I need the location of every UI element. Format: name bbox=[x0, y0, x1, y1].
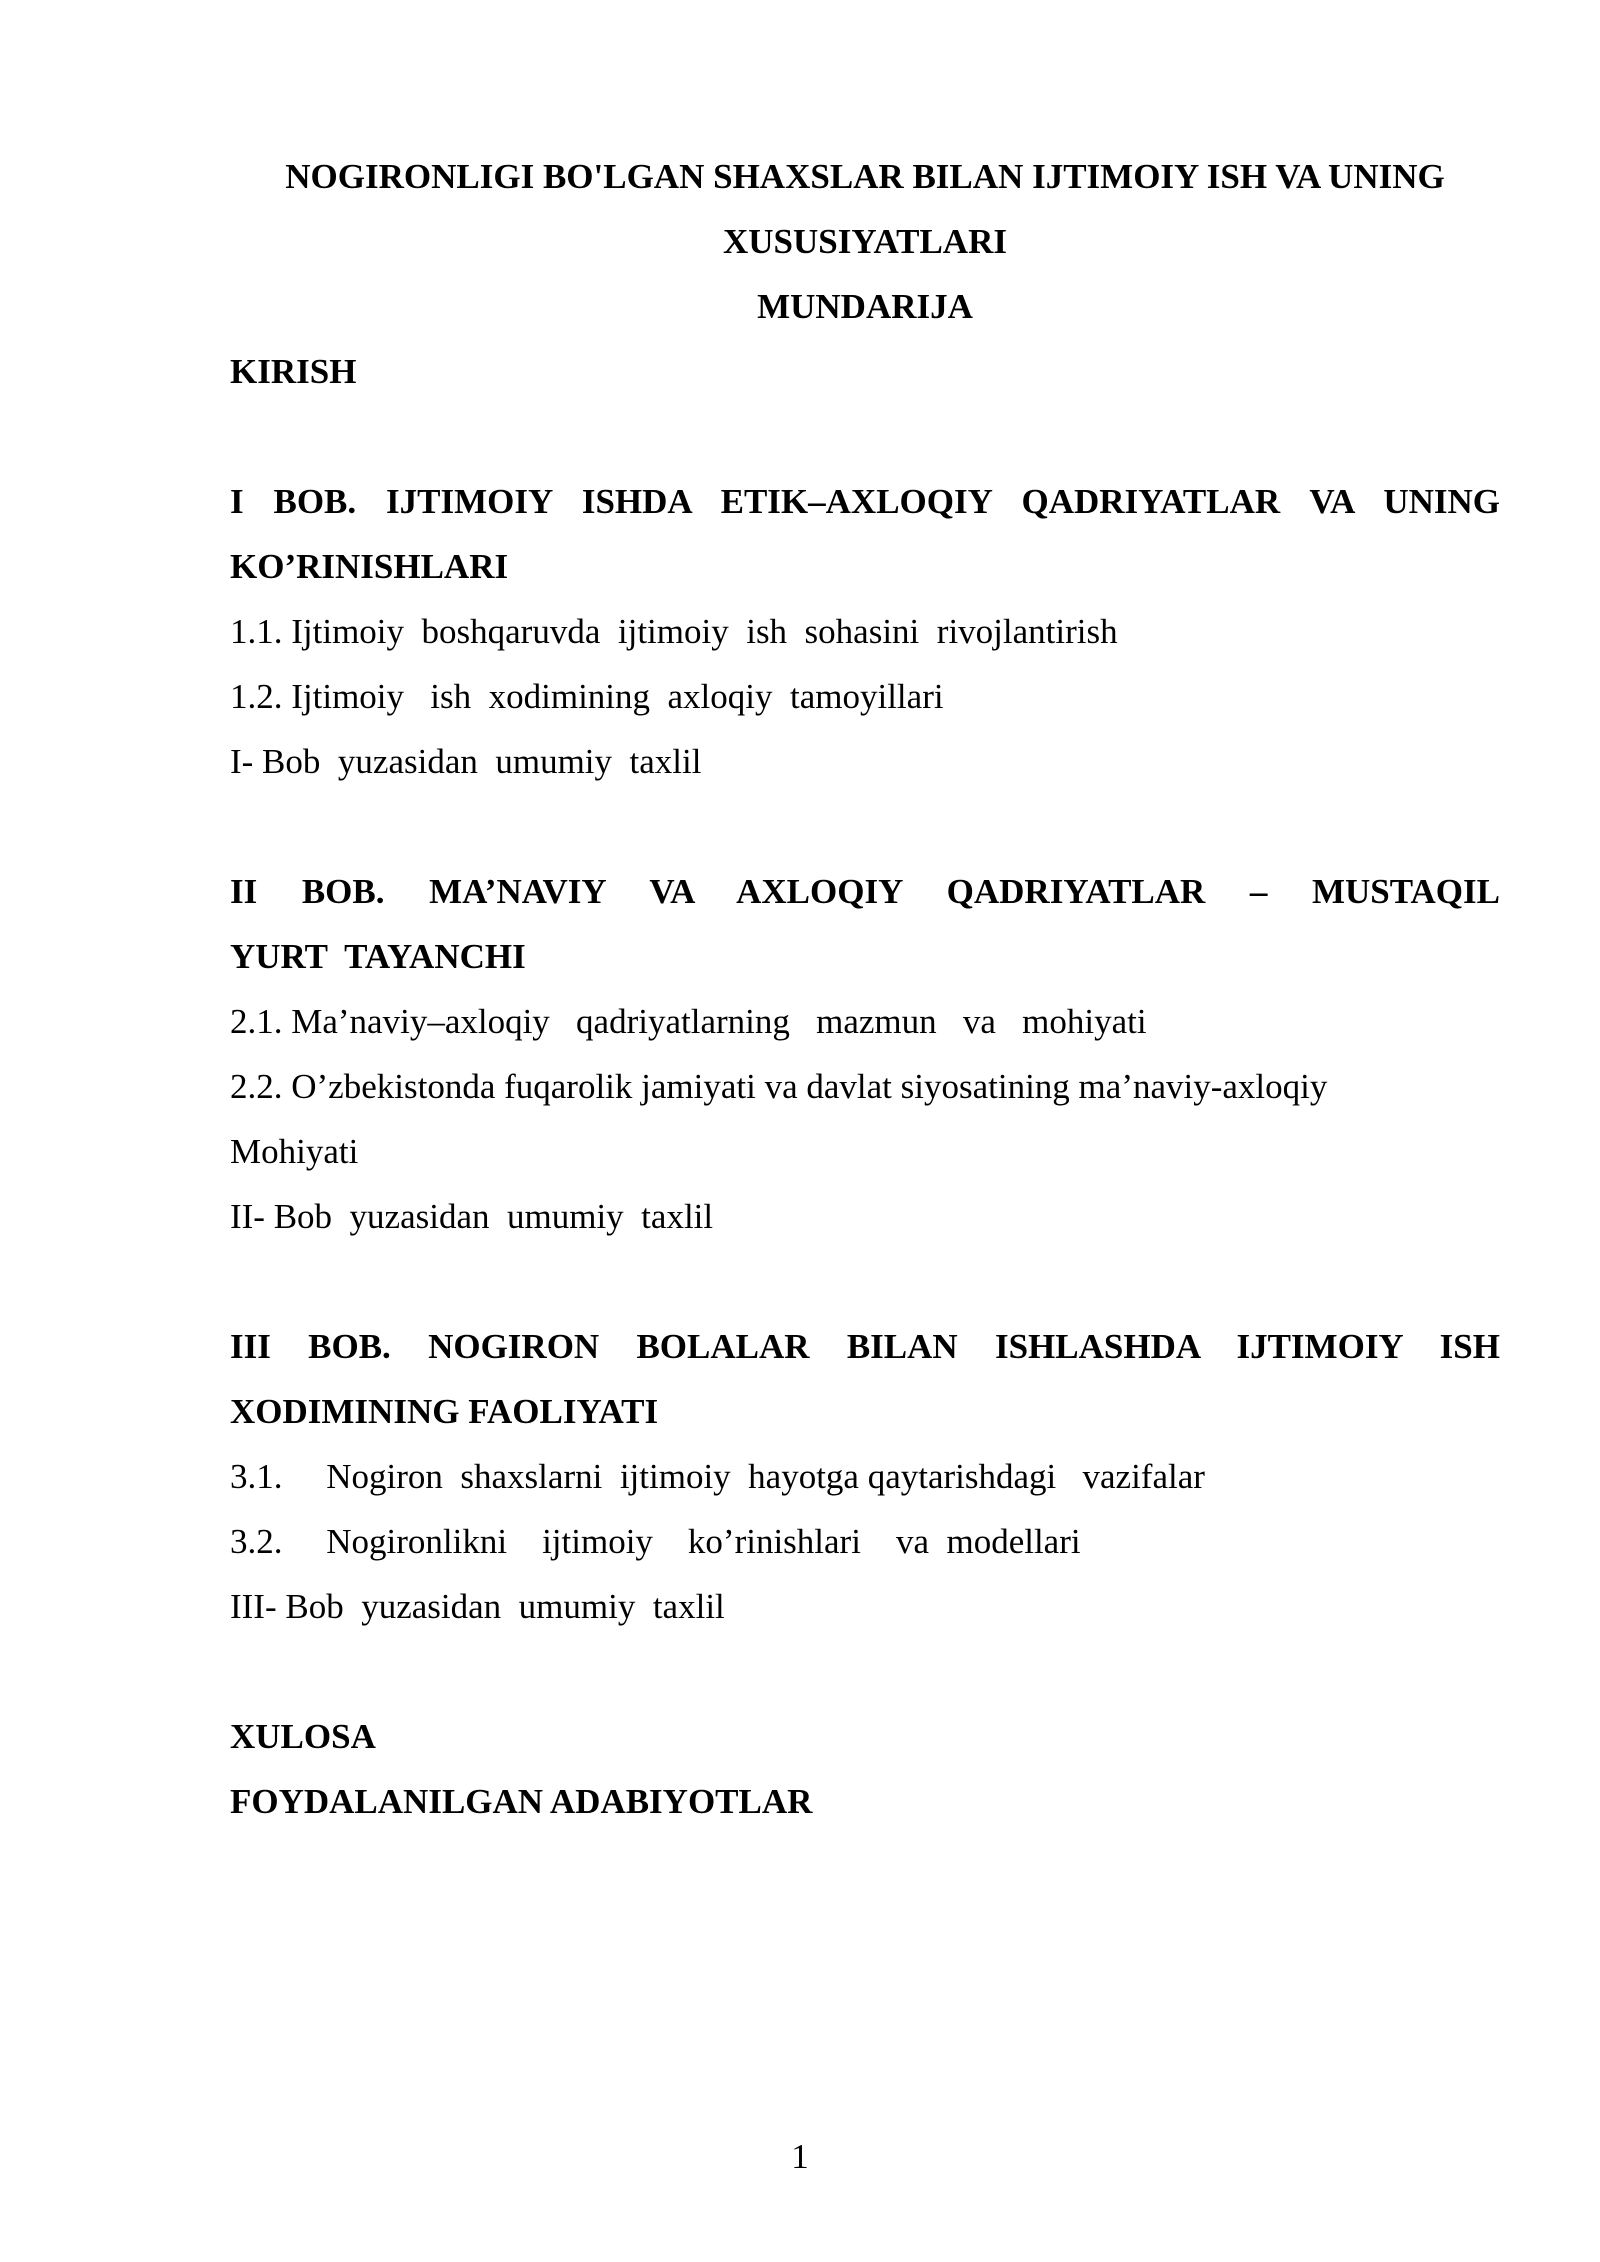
chapter3-heading-line2: XODIMINING FAOLIYATI bbox=[230, 1392, 659, 1431]
chapter3-heading-line1: III BOB. NOGIRON BOLALAR BILAN ISHLASHDA IJTIMOIY ISH bbox=[230, 1327, 1500, 1366]
toc-intro: KIRISH bbox=[230, 352, 357, 391]
chapter1-heading-line2: KO’RINISHLARI bbox=[230, 547, 509, 586]
chapter1-item-2: 1.2. Ijtimoiy ish xodimining axloqiy tamoyillari bbox=[230, 677, 944, 716]
chapter3-item-3: III- Bob yuzasidan umumiy taxlil bbox=[230, 1587, 725, 1626]
chapter2-heading-line1: II BOB. MA’NAVIY VA AXLOQIY QADRIYATLAR – MUSTAQIL bbox=[230, 872, 1500, 911]
document-title-line2: XUSUSIYATLARI bbox=[723, 222, 1007, 261]
chapter1-heading-line1: I BOB. IJTIMOIY ISHDA ETIK–AXLOQIY QADRIYATLAR VA UNING bbox=[230, 482, 1500, 521]
toc-conclusion: XULOSA bbox=[230, 1717, 376, 1756]
chapter2-item-1: 2.1. Ma’naviy–axloqiy qadriyatlarning mazmun va mohiyati bbox=[230, 1002, 1147, 1041]
chapter1-item-1: 1.1. Ijtimoiy boshqaruvda ijtimoiy ish sohasini rivojlantirish bbox=[230, 612, 1118, 651]
chapter2-heading-line2: YURT TAYANCHI bbox=[230, 937, 526, 976]
chapter2-item-2-continued: Mohiyati bbox=[230, 1132, 359, 1171]
document-title-line1: NOGIRONLIGI BO'LGAN SHAXSLAR BILAN IJTIMOIY ISH VA UNING bbox=[285, 157, 1445, 196]
chapter2-item-3: II- Bob yuzasidan umumiy taxlil bbox=[230, 1197, 714, 1236]
chapter1-item-3: I- Bob yuzasidan umumiy taxlil bbox=[230, 742, 702, 781]
toc-references: FOYDALANILGAN ADABIYOTLAR bbox=[230, 1782, 813, 1821]
page-number: 1 bbox=[791, 2137, 809, 2176]
chapter3-item-2: 3.2. Nogironlikni ijtimoiy ko’rinishlari va modellari bbox=[230, 1522, 1081, 1561]
toc-heading: MUNDARIJA bbox=[757, 287, 973, 326]
chapter3-item-1: 3.1. Nogiron shaxslarni ijtimoiy hayotga qaytarishdagi vazifalar bbox=[230, 1457, 1205, 1496]
chapter2-item-2: 2.2. O’zbekistonda fuqarolik jamiyati va davlat siyosatining ma’naviy-axloqiy bbox=[230, 1067, 1328, 1106]
